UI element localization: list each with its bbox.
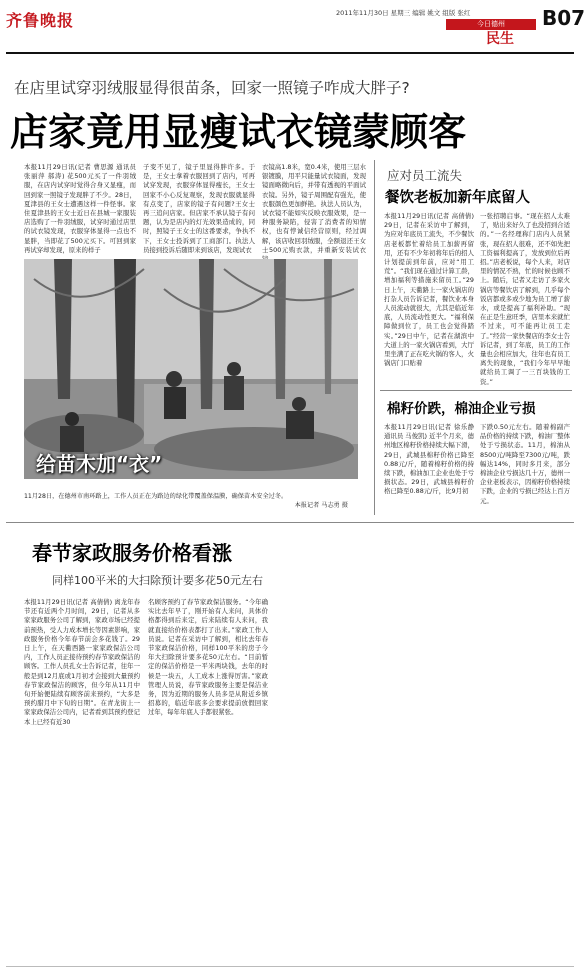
side2-column-2: 下跌0.50元左右。随着棉副产品价格的持续下跌，棉油厂整体处于亏损状态。11月，棉油从8500元/吨降至7300元/吨，跌幅达14%，同时多月来，部分棉油企业亏损达几十万，德州一企业老板表示，因棉籽价格持续下跌，企业的亏损已经达上百万元。: [480, 423, 570, 505]
top-divider: [6, 52, 574, 54]
page-number: B07: [542, 6, 585, 30]
newspaper-logo: 齐鲁晚报: [6, 11, 75, 30]
lead-column-2: 子变不见了，镜子里显得胖许多。于是，王女士拿着衣服回到了店内，可再试穿发现，衣服穿体显得瘦长，王女士回家不小心反复观察，发现衣服就显得有点变了，店家的镜子有问题?王女士再三追问店家。但店家不承认镜子有问题，认为是店内的灯光效果造成的，同时，照镜子王女士的这番要求，争执不下，王女士投诉到了工商部门。执法人员接到投诉后随即来到该店，发现试衣: [143, 163, 255, 254]
side1-kicker: 应对员工流失: [387, 168, 463, 183]
photo-headline: 给苗木加“衣”: [36, 452, 163, 476]
side2-headline: 棉籽价跌，棉油企业亏损: [387, 401, 536, 417]
lead-headline: 店家竟用显瘦试衣镜蒙顾客: [10, 110, 467, 154]
blank-area: [6, 740, 574, 966]
photo-scene: [24, 259, 358, 479]
story2-headline: 春节家政服务价格看涨: [32, 541, 232, 565]
photo-caption: [24, 492, 358, 510]
bottom-divider: [6, 966, 574, 967]
lead-kicker: 在店里试穿羽绒服显得很苗条，回家一照镜子咋成大胖子?: [14, 79, 410, 97]
section-title: 民生: [486, 31, 514, 47]
story2-subhead: 同样100平米的大扫除预计要多花50元左右: [52, 574, 263, 587]
city-tag: 今日德州: [446, 19, 536, 30]
lead-column-1: 本报11月29日讯(记者 曹思源 通讯员 张丽萍 郝涛) 花500元买了一件羽绒服，在店内试穿时觉得合身又显瘦，而回到家一照镜子发现胖了不少。28日，夏津县的王女士遭遇这样一件怪事。家住夏津县的王女士近日在县城一家服装店选购了一件羽绒服，试穿时通过店里的试衣镜发现，衣服穿体显得一点也不显胖，当即花了500元买下。可回到家再试穿却发现，原来的样子: [24, 163, 136, 254]
side1-column-2: 一张招聘启事。“现在招人太难了，贴出来好久了也没招到合适的。”一名经理称门店内人员紧张，现在招人很难，还不如先把工资福利提高了，发放到位后再招。”店老板说，每个人来，对店里的情况不熟，忙的时候也顾不上。随后，记者又走访了多家火锅店等餐饮店了解到，几乎每个饭店都或多或少地为员工增了薪水，或是提高了福利补助。“现在正是生意旺季，店里本来就忙不过来，可不能再让员工走了。”经营一家快餐店的李女士告诉记者，到了年底，员工的工作量也会相应加大，往年也有员工离失的现象，“我们今年早早地就给员工调了一三百块钱的工资。”: [480, 212, 570, 386]
story2-column-2: 名顾客预约了春节家政保洁服务。“今年确实比去年早了，刚开始有人来问，具体价格都得到后来定，后来陆续有人来问，我就直接给价格表都打了出来。”家政工作人员说。记者在采访中了解到，相比去年春节家政保洁价格，同样100平米的房子今年大扫除预计要多花50元左右。“目前暂定的保洁价格是一平米两块钱，去年的时候是一块五，人工成本上涨得厉害。”家政管理人员说，春节家政服务主要是保洁业务，因为近期的服务人员多是从附近乡镇招募的，临近年底多会要求提前放假回家过年，每年年底人手都很紧张。: [148, 598, 268, 717]
news-photo: [24, 259, 358, 479]
side-divider: [380, 390, 572, 391]
lead-column-3: 衣镜高1.8米，宽0.4米，使用三层水银镀膜，用平只能量试衣镜面，发现镜面略微向后，并带有透视的平面试衣镜。另外，镜子周围配有强光，使衣服颜色更加鲜艳。执法人员认为，试衣镜不能如实反映衣服效果，是一种服务缺陷，侵害了消费者的知情权，也有悖诚信经营原则，经过调解，该店收回羽绒服，全额退还王女士500元购衣款，并重新安装试衣: [262, 163, 366, 254]
column-divider: [374, 160, 375, 515]
side2-column-1: 本报11月29日讯(记者 徐乐静 通讯员 马俊凯) 近半个月来，德州地区棉籽价格持续大幅下滑，29日，武城县棉籽价格已降至0.88元/斤，随着棉籽价格的持续下跌，棉油加工企业也处于亏损状态。29日，武城县棉籽价格已降至0.88元/斤，比9月初: [384, 423, 474, 496]
issue-meta: 2011年11月30日 星期三 编辑 姚文 组版 张红: [336, 9, 471, 17]
story2-column-1: 本报11月29日讯(记者 高倩倩) 离龙年春节还有近两个月时间，29日，记者从多家家政服务公司了解到，家政市场已经提前预热，受人力成本增长等因素影响，家政服务价格今年春节前会多花钱了。29日上午，在天衢西路一家家政保洁公司内，工作人员正接待预约春节家政保洁的顾客。工作人员孔女士告诉记者，往年一般是到12月底或1月初才会接到大量预约春节家政保洁的顾客，但今年从11月中旬开始便陆续有顾客前来预约，“大多是预约腊月中下旬的日期”。在青龙街上一家家政保洁公司内，记者看到其预约登记本上已经有近30: [24, 598, 140, 726]
side1-column-1: 本报11月29日讯(记者 高倩倩) 29日，记者在采访中了解到，为应对年底员工流失，不少餐饮店老板都忙着给员工加薪再留用，还有不少年初将年后的招人计划提前到年前，应对“用工荒”。“我们现在通过计算工龄，增加福利等措施来留员工。”29日上午，天衢路上一家火锅店的打杂人员告诉记者，餐饮业本身人员流动就很大，尤其是临近年底，人员流动性更大。“福利保障做到位了，员工也会觉得踏实。”29日中午，记者在湖滨中大道上的一家火锅店看到，大厅里坐满了正在吃火锅的客人，火锅店门口贴着: [384, 212, 474, 368]
photo-caption-text: 11月28日，在德州市南环路上，工作人员正在为路边的绿化带覆盖保温膜，确保苗木安全过冬。: [24, 493, 288, 500]
section-divider: [6, 522, 574, 523]
side1-headline: 餐饮老板加新年底留人: [385, 190, 530, 206]
photo-credit: 本报记者 马志勇 摄: [294, 502, 348, 509]
